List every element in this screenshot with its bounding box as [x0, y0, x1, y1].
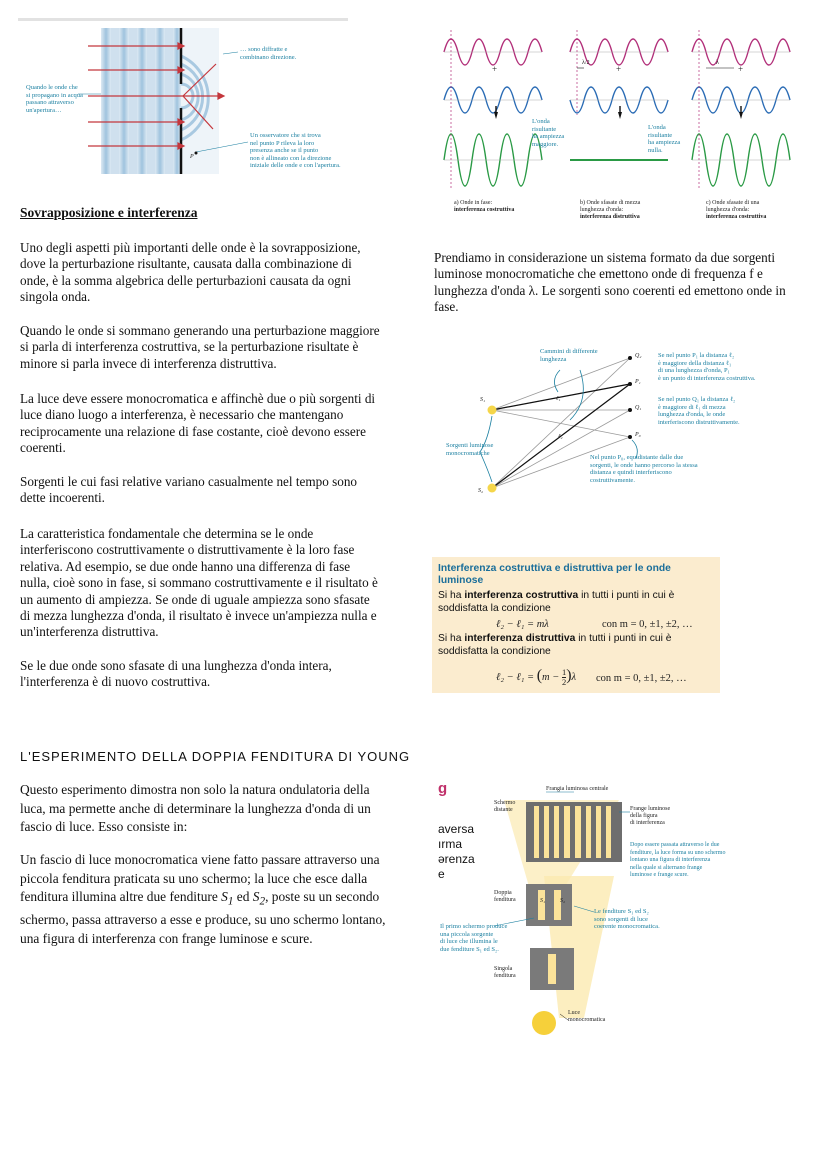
young-2-part-a: Un fascio di luce monocromatica viene fatto passare attraverso una piccola fenditura praticata su uno schermo; la luce che esce dalla fenditura illumina altre due fenditure — [20, 852, 380, 904]
wave-point-p: P — [190, 154, 194, 160]
caption-a-2: interferenza costruttiva — [454, 207, 515, 213]
caption-a — [454, 200, 514, 214]
young-2-part-c: , poste su un secondo schermo, passa attraverso a esse e produce, su uno schermo lontano, una figura di interferenza con frange luminose e scure. — [20, 889, 386, 946]
paragraph-1: Uno degli aspetti più importanti delle onde è la sovrapposizione, dove la perturbazione risultante, causata dalla combinazione di onde, è la somma algebrica delle perturbazioni causata da ogni singola onda. — [20, 240, 361, 305]
formula-destructive: ℓ₂ − ℓ₁ = (m − $\frac{1}{2}$ )λ — [496, 667, 577, 688]
box-line2-pre: Si ha — [438, 633, 465, 644]
cropped-line-1: aversa — [438, 822, 475, 836]
label-paths: Cammini di differente lunghezza — [540, 348, 598, 363]
label-distant-screen: Schermo distante — [494, 800, 516, 813]
superposition-illustration — [440, 20, 810, 200]
box-line1-bold: interferenza costruttiva — [464, 590, 579, 601]
plus-b: + — [616, 64, 622, 74]
label-half-lambda: λ/2 — [582, 60, 590, 66]
section-title-young: L'ESPERIMENTO DELLA DOPPIA FENDITURA DI YOUNG — [20, 749, 411, 764]
cropped-text-g: g — [438, 780, 448, 797]
box-line-constructive — [438, 590, 716, 615]
note-q1: Se nel punto Q₁ la distanza ℓ₂ è maggiore di ℓ₁ di mezza lunghezza d'onda, le onde interferiscono distruttivamente. — [658, 396, 740, 426]
paragraph-young-2 — [20, 851, 386, 948]
paragraph-5: La caratteristica fondamentale che determina se le onde interferiscono costruttivamente o distruttivamente è la loro fase relativa. Ad esempio, se due onde hanno una differenza di fase nulla, cioè sono in fase, si sommano costruttivamente e il risultato è un aumento di ampiezza. Se onde di uguale ampiezza sono sfasate di mezza lunghezza d'onda, il risultato è invece un'ampiezza nulla e un'interferenza distruttiva. — [20, 526, 378, 640]
caption-c-3: interferenza costruttiva — [706, 214, 767, 220]
caption-b-1: b) Onde sfasate di mezza — [580, 200, 641, 206]
label-mono-light: Luce monocromatica — [568, 1010, 606, 1023]
caption-c — [706, 200, 766, 221]
label-coherent: Le fenditure S₁ ed S₂ sono sorgenti di luce coerente monocromatica. — [594, 908, 660, 930]
young-2-part-b: ed — [233, 889, 253, 904]
caption-b-3: interferenza distruttiva — [580, 214, 640, 220]
label-double-slit: Doppia fenditura — [494, 890, 516, 903]
paragraph-6: Se le due onde sono sfasate di una lunghezza d'onda intera, l'interferenza è di nuovo costruttiva. — [20, 658, 332, 690]
label-fringes: Frange luminose della figura di interferenza — [630, 806, 671, 826]
label-slit-s2: S₂ — [560, 898, 566, 904]
box-line2-bold: interferenza distruttiva — [464, 633, 576, 644]
paragraph-3: La luce deve essere monocromatica e affinchè due o più sorgenti di luce diano luogo a interferenza, è necessario che mantengano reciprocamente una relazione di fase costante, cioè devono essere coerenti. — [20, 391, 376, 456]
caption-c-2: lunghezza d'onda: — [706, 207, 750, 213]
formula2-lambda: λ — [571, 672, 577, 683]
figure-young — [434, 778, 814, 1038]
label-sources: Sorgenti luminose monocromatiche — [446, 442, 494, 457]
box-line1-pre: Si ha — [438, 590, 465, 601]
cropped-line-4: e — [438, 867, 445, 881]
label-central-fringe: Frangia luminosa centrale — [546, 786, 609, 792]
label-slit-s1: S₁ — [540, 898, 546, 904]
top-rule — [18, 18, 348, 21]
section-title-superposition: Sovrapposizione e interferenza — [20, 205, 198, 220]
label-single-slit: Singola fenditura — [494, 966, 516, 979]
plus-c: + — [738, 64, 744, 74]
cropped-line-2: ırma — [438, 837, 462, 851]
caption-a-1: a) Onde in fase: — [454, 200, 493, 206]
figure-two-sources — [440, 340, 810, 505]
cropped-line-3: ərenza — [438, 852, 475, 866]
wave-caption-bottom: Un osservatore che si trova nel punto P rileva la loro presenza anche se il punto non è allineato con la direzione iniziale delle onde e con l'apertura. — [250, 132, 341, 169]
box-line1-post: in tutti i punti in cui è soddisfatta la condizione — [438, 590, 675, 614]
paragraph-2: Quando le onde si sommano generando una perturbazione maggiore si parla di interferenza costruttiva, se la perturbazione risultate è minore si parla invece di interferenza distruttiva. — [20, 323, 380, 371]
label-p1: P₁ — [635, 379, 641, 385]
wave-caption-left: Quando le onde che si propagano in acqua passano attraverso un'apertura… — [26, 84, 83, 114]
condition-constructive: con m = 0, ±1, ±2, … — [602, 619, 693, 630]
label-first-screen: Il primo schermo produce una piccola sorgente di luce che illumina le due fenditure S₁ ed S₂. — [440, 923, 508, 953]
label-q1: Q₁ — [635, 405, 642, 411]
box-title: Interferenza costruttiva e distruttiva per le onde luminose — [438, 563, 671, 586]
symbol-s1: S — [221, 889, 228, 904]
label-l2: ℓ₂ — [558, 434, 563, 440]
wave-caption-top: … sono diffratte e combinano direzione. — [240, 46, 297, 61]
label-l1: ℓ₁ — [556, 396, 561, 402]
formula2-m: m − — [542, 672, 560, 683]
box-line-destructive — [438, 633, 716, 658]
caption-b — [580, 200, 640, 221]
label-lambda: λ — [716, 60, 719, 66]
caption-c-1: c) Onde sfasate di una — [706, 200, 760, 206]
interference-conditions-box — [432, 557, 720, 693]
figure-superposition — [440, 20, 810, 230]
symbol-s1-sub: 1 — [227, 895, 234, 908]
caption-b-2: lunghezza d'onda: — [580, 207, 624, 213]
plus-a: + — [492, 64, 498, 74]
note-p0: Nel punto P₀, equidistante dalle due sorgenti, le onde hanno percorso la stessa distanza e quindi interferiscono costruttivamente. — [590, 454, 698, 484]
paragraph-young-1: Questo esperimento dimostra non solo la natura ondulatoria della luca, ma permette anche di determinare la lunghezza d'onda di un fascio di luce. Esso consiste in: — [20, 782, 371, 834]
paragraph-4: Sorgenti le cui fasi relative variano casualmente nel tempo sono dette incoerenti. — [20, 474, 358, 506]
formula2-num: 1 — [561, 667, 567, 678]
figure-wave-aperture — [18, 24, 358, 184]
note-greater: L'onda risultante ha ampiezza maggiore. — [532, 118, 565, 148]
note-p1: Se nel punto P₁ la distanza ℓ₂ è maggiore della distanza ℓ₁ di una lunghezza d'onda, P₁ è un punto di interferenza costruttiva. — [658, 352, 756, 382]
label-q2: Q₂ — [635, 353, 642, 359]
formula-constructive: ℓ₂ − ℓ₁ = mλ — [496, 619, 549, 630]
symbol-s2: S — [252, 889, 260, 904]
paragraph-sources: Prendiamo in considerazione un sistema formato da due sorgenti luminose monocromatiche che emettono onde di frequenza f e lunghezza d'onda λ. Le sorgenti sono coerenti ed emettono onde in fase. — [434, 250, 786, 315]
formula2-den: 2 — [561, 677, 567, 688]
label-s2: S₂ — [478, 488, 484, 494]
formula2-lhs: ℓ₂ − ℓ₁ = — [496, 672, 537, 683]
note-null: L'onda risultante ha ampiezza nulla. — [648, 124, 681, 154]
symbol-s2-sub: 2 — [259, 895, 266, 908]
label-after-slits: Dopo essere passata attraverso le due fenditure, la luce forma su uno schermo lontano una figura di interferenza nella quale si alternano frange luminose e frange scure. — [630, 842, 726, 878]
condition-destructive: con m = 0, ±1, ±2, … — [596, 673, 687, 684]
label-s1: S₁ — [480, 397, 486, 403]
box-line2-post: in tutti i punti in cui è soddisfatta la condizione — [438, 633, 672, 657]
label-p0: P₀ — [635, 432, 641, 438]
